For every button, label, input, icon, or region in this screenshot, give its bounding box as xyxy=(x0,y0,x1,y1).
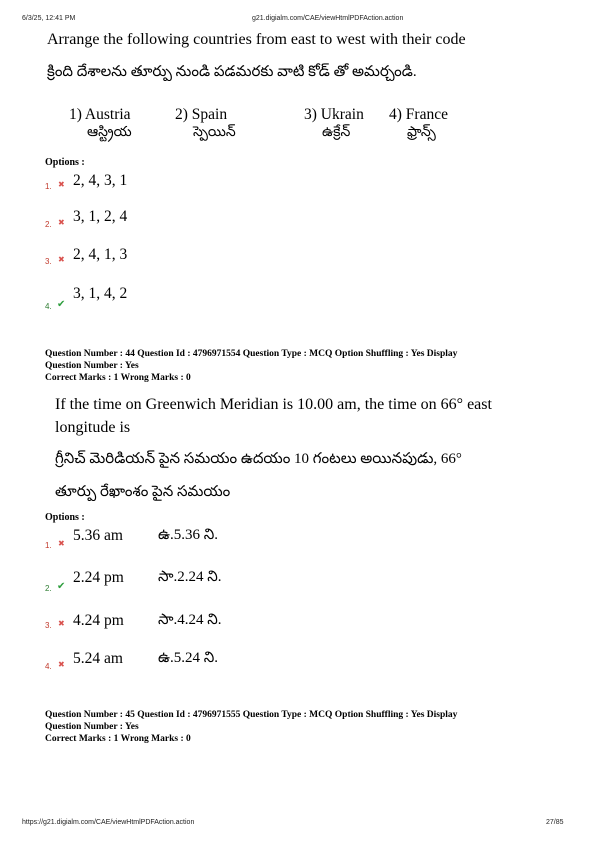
option-text: 5.24 am xyxy=(73,650,123,667)
meta-line: Question Number : Yes xyxy=(45,722,139,732)
question-text-te: క్రింది దేశాలను తూర్పు నుండి పడమరకు వాటి కోడ్ తో అమర్చండి. xyxy=(47,64,417,80)
option-text: 5.36 am xyxy=(73,527,123,544)
option-text-te: సా.4.24 ని. xyxy=(158,612,222,628)
country-te: ఫ్రాన్స్ xyxy=(407,125,436,140)
footer-url: https://g21.digialm.com/CAE/viewHtmlPDFAction.action xyxy=(22,819,195,826)
option-text-te: ఉ.5.24 ని. xyxy=(158,650,219,666)
check-icon: ✔ xyxy=(57,299,66,310)
option-number: 4. xyxy=(45,662,52,671)
meta-line: Question Number : 45 Question Id : 4796971555 Question Type : MCQ Option Shuffling : Yes Display xyxy=(45,710,458,720)
option-text: 2, 4, 3, 1 xyxy=(73,172,128,189)
options-label: Options : xyxy=(45,512,85,523)
option-text: 4.24 pm xyxy=(73,612,124,629)
country-en: 3) Ukrain xyxy=(304,106,364,123)
options-label: Options : xyxy=(45,157,85,168)
option-text: 2, 4, 1, 3 xyxy=(73,246,128,263)
country-en: 4) France xyxy=(389,106,448,123)
option-text: 3, 1, 2, 4 xyxy=(73,208,128,225)
wrong-icon: ✖ xyxy=(58,180,65,189)
check-icon: ✔ xyxy=(57,581,66,592)
question-text-en: longitude is xyxy=(55,419,131,436)
print-datetime: 6/3/25, 12:41 PM xyxy=(22,15,76,22)
option-text-te: ఉ.5.36 ని. xyxy=(158,527,219,543)
question-text-en: Arrange the following countries from east to west with their code xyxy=(47,31,466,48)
country-item xyxy=(175,106,236,142)
meta-line: Correct Marks : 1 Wrong Marks : 0 xyxy=(45,373,191,383)
wrong-icon: ✖ xyxy=(58,255,65,264)
question-meta xyxy=(45,348,457,384)
option-number: 3. xyxy=(45,621,52,630)
country-en: 2) Spain xyxy=(175,106,228,123)
question-text-te: గ్రీనిచ్ మెరిడియన్ పైన సమయం ఉదయం 10 గంటలు అయినపుడు, 66° xyxy=(55,451,462,467)
option-number: 4. xyxy=(45,302,52,311)
option-number: 1. xyxy=(45,541,52,550)
meta-line: Question Number : Yes xyxy=(45,361,139,371)
country-te: ఉక్రేన్ xyxy=(322,125,351,140)
meta-line: Correct Marks : 1 Wrong Marks : 0 xyxy=(45,734,191,744)
country-item xyxy=(389,106,448,142)
print-url: g21.digialm.com/CAE/viewHtmlPDFAction.action xyxy=(252,15,404,22)
option-text: 3, 1, 4, 2 xyxy=(73,285,128,302)
wrong-icon: ✖ xyxy=(58,660,65,669)
country-te: స్పెయిన్ xyxy=(193,125,236,140)
question-text-te: తూర్పు రేఖాంశం పైన సమయం xyxy=(55,484,231,500)
country-item xyxy=(304,106,364,142)
country-te: ఆస్ట్రియ xyxy=(87,125,132,140)
question-meta xyxy=(45,709,457,745)
option-text: 2.24 pm xyxy=(73,569,124,586)
option-number: 2. xyxy=(45,220,52,229)
wrong-icon: ✖ xyxy=(58,218,65,227)
option-number: 2. xyxy=(45,584,52,593)
wrong-icon: ✖ xyxy=(58,539,65,548)
page-number: 27/85 xyxy=(546,819,564,826)
question-text-en: If the time on Greenwich Meridian is 10.00 am, the time on 66° east xyxy=(55,396,492,413)
option-text-te: సా.2.24 ని. xyxy=(158,569,222,585)
meta-line: Question Number : 44 Question Id : 4796971554 Question Type : MCQ Option Shuffling : Yes Display xyxy=(45,349,458,359)
country-en: 1) Austria xyxy=(69,106,131,123)
country-item xyxy=(69,106,132,142)
option-number: 1. xyxy=(45,182,52,191)
wrong-icon: ✖ xyxy=(58,619,65,628)
option-number: 3. xyxy=(45,257,52,266)
